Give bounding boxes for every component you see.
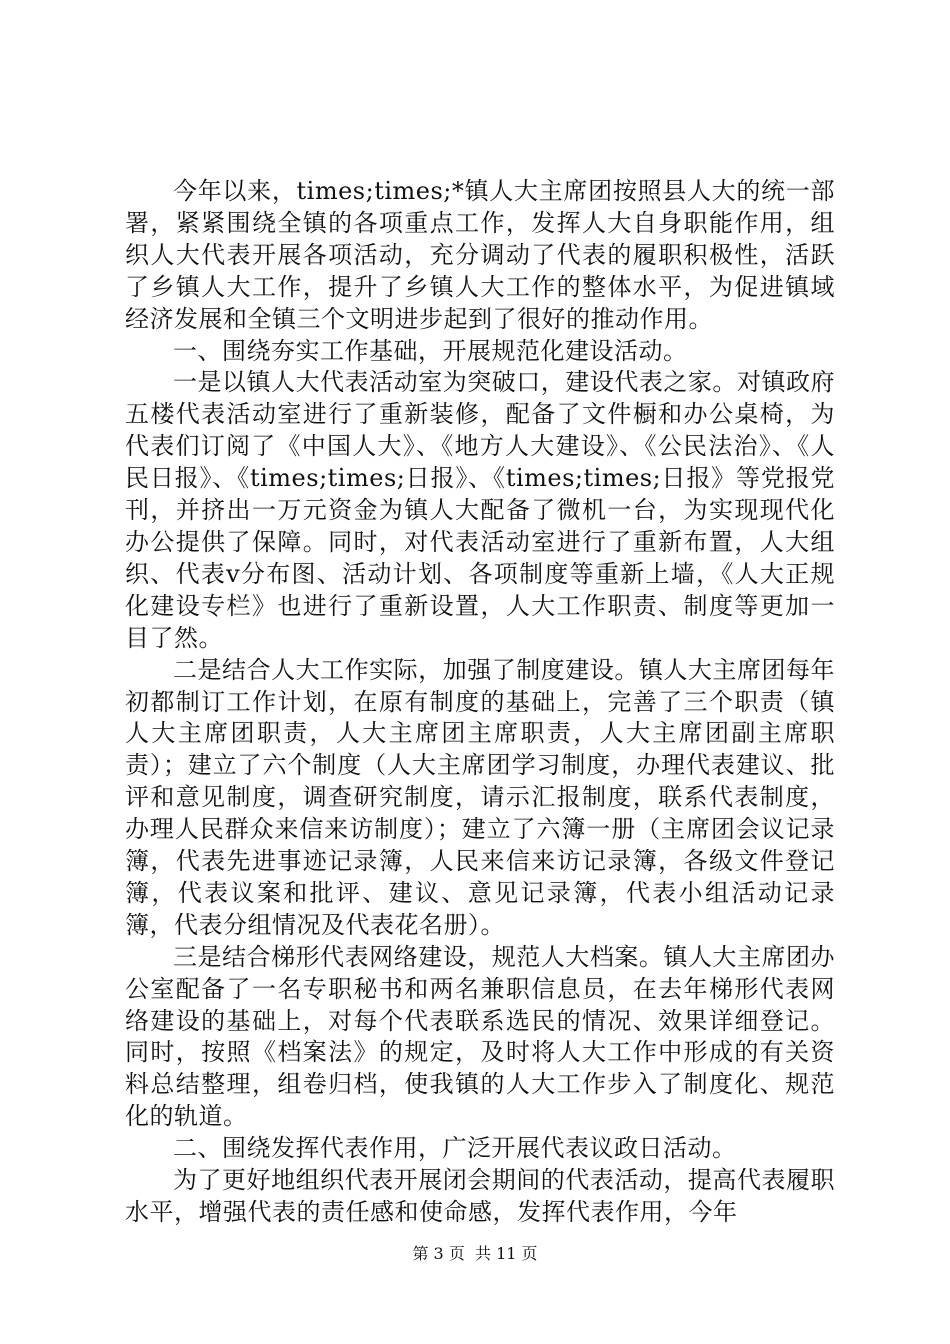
document-body [125,176,835,1229]
paragraph-1-2: 二是结合人大工作实际，加强了制度建设。镇人大主席团每年初都制订工作计划，在原有制度的基础上，完善了三个职责（镇人大主席团职责，人大主席团主席职责，人大主席团副主席职责）；建立了六个制度（人大主席团学习制度，办理代表建议、批评和意见制度，调查研究制度，请示汇报制度，联系代表制度，办理人民群众来信来访制度）；建立了六簿一册（主席团会议记录簿，代表先进事迹记录簿，人民来信来访记录簿，各级文件登记簿，代表议案和批评、建议、意见记录簿，代表小组活动记录簿，代表分组情况及代表花名册）。 [125,655,835,939]
paragraph-intro: 今年以来，times;times;*镇人大主席团按照县人大的统一部署，紧紧围绕全镇的各项重点工作，发挥人大自身职能作用，组织人大代表开展各项活动，充分调动了代表的履职积极性，活跃了乡镇人大工作，提升了乡镇人大工作的整体水平，为促进镇域经济发展和全镇三个文明进步起到了很好的推动作用。 [125,177,835,333]
section-heading-2: 二、围绕发挥代表作用，广泛开展代表议政日活动。 [173,1134,737,1163]
paragraph-1-1: 一是以镇人大代表活动室为突破口，建设代表之家。对镇政府五楼代表活动室进行了重新装修，配备了文件橱和办公桌椅，为代表们订阅了《中国人大》、《地方人大建设》、《公民法治》、《人民日报》、《times;times;日报》、《times;times;日报》等党报党刊，并挤出一万元资金为镇人大配备了微机一台，为实现现代化办公提供了保障。同时，对代表活动室进行了重新布置，人大组织、代表v分布图、活动计划、各项制度等重新上墙，《人大正规化建设专栏》也进行了重新设置，人大工作职责、制度等更加一目了然。 [125,368,835,652]
paragraph-2-1: 为了更好地组织代表开展闭会期间的代表活动，提高代表履职水平，增强代表的责任感和使命感，发挥代表作用，今年 [125,1166,835,1226]
paragraph-1-3: 三是结合梯形代表网络建设，规范人大档案。镇人大主席团办公室配备了一名专职秘书和两名兼职信息员，在去年梯形代表网络建设的基础上，对每个代表联系选民的情况、效果详细登记。同时，按照《档案法》的规定，及时将人大工作中形成的有关资料总结整理，组卷归档，使我镇的人大工作步入了制度化、规范化的轨道。 [125,942,835,1131]
section-heading-1: 一、围绕夯实工作基础，开展规范化建设活动。 [173,336,688,365]
page-number-label: 第 3 页 共 11 页 [412,1244,538,1263]
page-footer [0,1244,950,1264]
